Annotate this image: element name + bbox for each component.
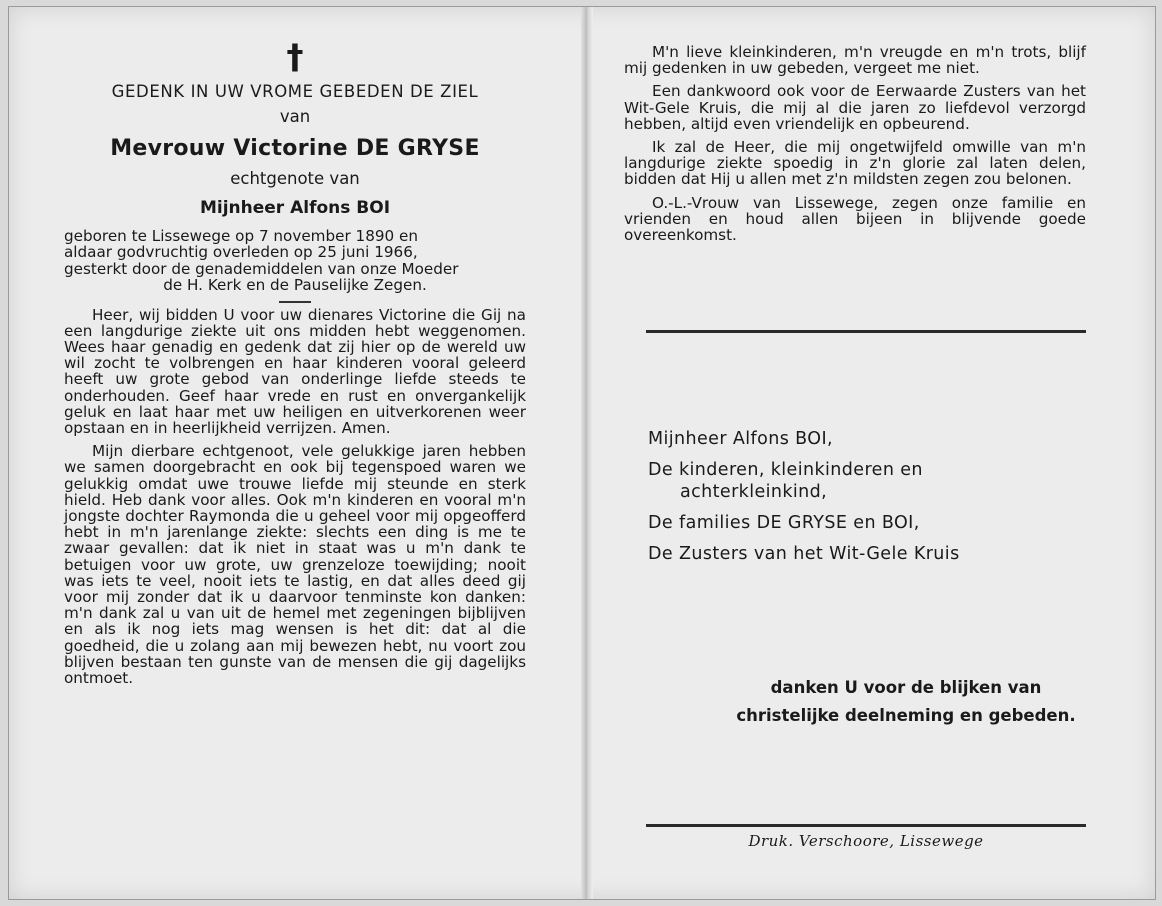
bio-line: gesterkt door de genademiddelen van onze Moeder <box>64 259 459 278</box>
spouse-name: Mijnheer Alfons BOI <box>199 198 391 218</box>
message-paragraph: Mijn dierbare echtgenoot, vele gelukkige jaren hebben we samen doorgebracht en ook bij tegenspoed waren we gelukkig omdat uwe trouwe liefde mij steunde en sterk hield. Heb dank voor alles. Ook m'n kinderen en vooral m'n jongste dochter Raymonda die u geheel voor mij opgeofferd hebt in m'n jarenlange ziekte: slechts een ding is me te zwaar gevallen: dat ik niet in staat was u m'n dank te betuigen voor uw grote, uw grenzeloze toewijding; nooit was iets te veel, nooit iets te lastig, en dat alles deed gij voor mij zonder dat ik u daarvoor tenminste kon danken: m'n dank zal u van uit de hemel met zegeningen bijblijven en als ik nog iets mag wensen is het dit: dat al die goedheid, die u zolang aan mij bewezen hebt, nu voort zou blijven bestaan ten gunste van de mensen die gij dagelijks ontmoet. <box>64 442 526 688</box>
family-line: Mijnheer Alfons BOI, <box>648 429 833 449</box>
bio-line: geboren te Lissewege op 7 november 1890 en <box>64 227 418 245</box>
sisters-paragraph: Een dankwoord ook voor de Eerwaarde Zusters van het Wit-Gele Kruis, die mij al die jaren zo liefdevol verzorgd hebben, altijd even vriendelijk en opbeurend. <box>624 82 1086 133</box>
thanks-line: christelijke deelneming en gebeden. <box>736 706 1076 725</box>
family-line: achterkleinkind, <box>680 482 828 502</box>
bio-line: de H. Kerk en de Pauselijke Zegen. <box>163 276 427 295</box>
bottom-rule <box>646 824 1086 827</box>
family-line: De Zusters van het Wit-Gele Kruis <box>648 544 960 564</box>
left-panel <box>64 37 526 693</box>
intro-heading: GEDENK IN UW VROME GEBEDEN DE ZIEL <box>111 82 479 101</box>
family-list <box>648 428 1088 574</box>
bio-line: aldaar godvruchtig overleden op 25 juni 1966, <box>64 243 418 262</box>
grandchildren-paragraph: M'n lieve kleinkinderen, m'n vreugde en m'n trots, blijf mij gedenken in uw gebeden, vergeet me niet. <box>624 43 1086 78</box>
printer-credit: Druk. Verschoore, Lissewege <box>748 832 984 850</box>
thanks-line: danken U voor de blijken van <box>770 678 1042 697</box>
card-fold <box>581 7 593 899</box>
deceased-name: Mevrouw Victorine DE GRYSE <box>110 136 480 161</box>
biography <box>64 228 526 294</box>
divider <box>279 301 311 303</box>
cross-icon: † <box>286 37 304 77</box>
thanks-text <box>700 674 1112 730</box>
right-panel <box>624 44 1086 250</box>
blessing-paragraph: O.-L.-Vrouw van Lissewege, zegen onze familie en vrienden en houd allen bijeen in blijvende goede overeenkomst. <box>624 193 1086 245</box>
top-rule <box>646 330 1086 333</box>
spouse-label: echtgenote van <box>230 169 360 188</box>
family-line: De kinderen, kleinkinderen en <box>648 460 923 480</box>
family-line: De families DE GRYSE en BOI, <box>648 513 920 533</box>
van-label: van <box>279 107 311 126</box>
lord-paragraph: Ik zal de Heer, die mij ongetwijfeld omwille van m'n langdurige ziekte spoedig in z'n glorie zal laten delen, bidden dat Hij u allen met z'n mildsten zegen zou belonen. <box>624 138 1086 189</box>
prayer-paragraph: Heer, wij bidden U voor uw dienares Victorine die Gij na een langdurige ziekte uit ons midden hebt weggenomen. Wees haar genadig en gedenk dat zij hier op de wereld uw wil zocht te volbrengen en haar kinderen vooral geleerd heeft uw grote gebod van onderlinge liefde steeds te onderhouden. Geef haar vrede en rust en onvergankelijk geluk en laat haar met uw heiligen en uitverkorenen weer opstaan en in heerlijkheid verrijzen. Amen. <box>64 305 526 438</box>
